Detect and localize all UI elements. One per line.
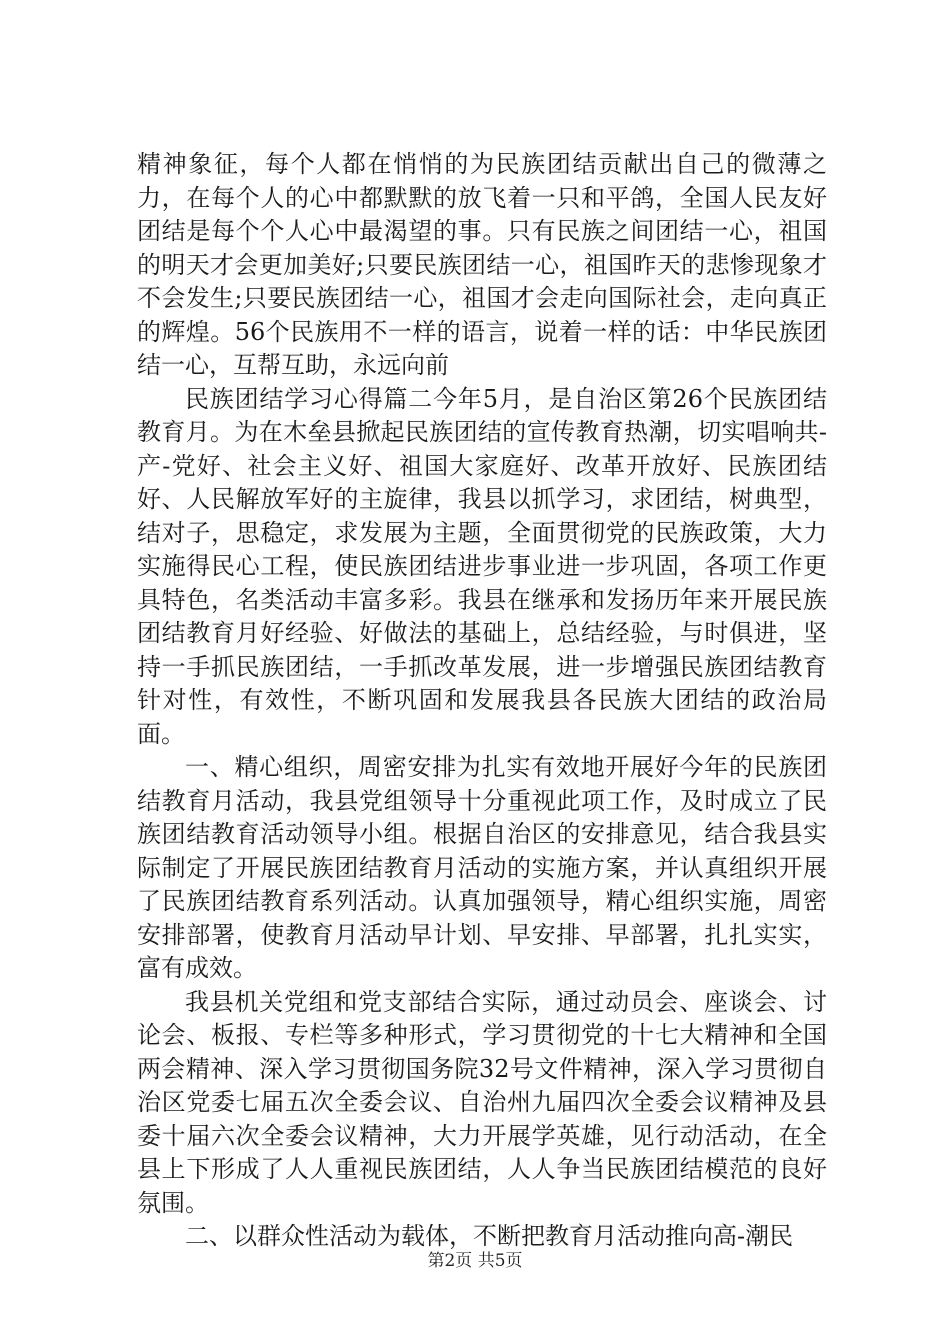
paragraph-2: 民族团结学习心得篇二今年5月，是自治区第26个民族团结教育月。为在木垒县掀起民族团结的宣传教育热潮，切实唱响共-产-党好、社会主义好、祖国大家庭好、改革开放好、民族团结好、人民解放军好的主旋律，我县以抓学习，求团结，树典型，结对子，思稳定，求发展为主题，全面贯彻党的民族政策，大力实施得民心工程，使民族团结进步事业进一步巩固，各项工作更具特色，名类活动丰富多彩。我县在继承和发扬历年来开展民族团结教育月好经验、好做法的基础上，总结经验，与时俱进，坚持一手抓民族团结，一手抓改革发展，进一步增强民族团结教育针对性，有效性，不断巩固和发展我县各民族大团结的政治局面。 (137, 384, 827, 748)
paragraph-5: 二、以群众性活动为载体，不断把教育月活动推向高-潮民 (185, 1222, 794, 1250)
document-body (137, 148, 827, 1254)
paragraph-4: 我县机关党组和党支部结合实际，通过动员会、座谈会、讨论会、板报、专栏等多种形式，学习贯彻党的十七大精神和全国两会精神、深入学习贯彻国务院32号文件精神，深入学习贯彻自治区党委七届五次全委会议、自治州九届四次全委会议精神及县委十届六次全委会议精神，大力开展学英雄，见行动活动，在全县上下形成了人人重视民族团结，人人争当民族团结模范的良好氛围。 (137, 987, 827, 1217)
page-number-footer: 第2页 共5页 (427, 1251, 523, 1271)
paragraph-3: 一、精心组织，周密安排为扎实有效地开展好今年的民族团结教育月活动，我县党组领导十分重视此项工作，及时成立了民族团结教育活动领导小组。根据自治区的安排意见，结合我县实际制定了开展民族团结教育月活动的实施方案，并认真组织开展了民族团结教育系列活动。认真加强领导，精心组织实施，周密安排部署，使教育月活动早计划、早安排、早部署，扎扎实实，富有成效。 (137, 753, 827, 982)
paragraph-1: 精神象征，每个人都在悄悄的为民族团结贡献出自己的微薄之力，在每个人的心中都默默的放飞着一只和平鸽，全国人民友好团结是每个个人心中最渴望的事。只有民族之间团结一心，祖国的明天才会更加美好;只要民族团结一心，祖国昨天的悲惨现象才不会发生;只要民族团结一心，祖国才会走向国际社会，走向真正的辉煌。56个民族用不一样的语言，说着一样的话：中华民族团结一心，互帮互助，永远向前 (137, 150, 827, 379)
